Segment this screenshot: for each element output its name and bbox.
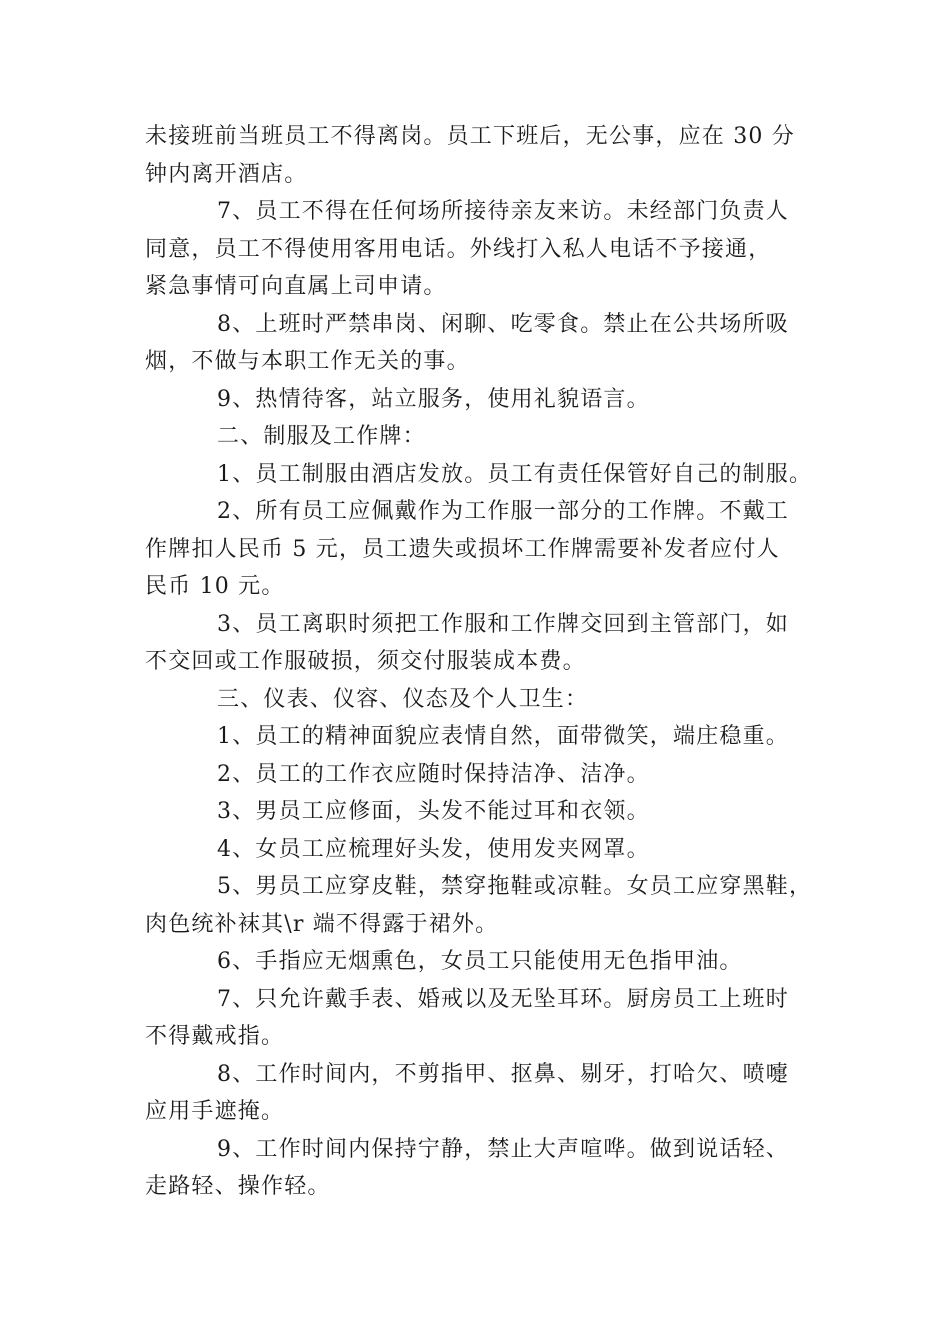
text-line: 2、所有员工应佩戴作为工作服一部分的工作牌。不戴工	[217, 499, 789, 524]
text-line: 烟，不做与本职工作无关的事。	[145, 349, 470, 374]
text-line: 3、男员工应修面，头发不能过耳和衣领。	[217, 799, 650, 824]
text-line: 3、员工离职时须把工作服和工作牌交回到主管部门，如	[217, 611, 789, 637]
section-heading: 三、仪表、仪容、仪态及个人卫生：	[217, 686, 589, 712]
text-line: 走路轻、操作轻。	[145, 1174, 331, 1199]
text-line: 7、员工不得在任何场所接待亲友来访。未经部门负责人	[217, 199, 789, 224]
text-line: 同意，员工不得使用客用电话。外线打入私人电话不予接通，	[145, 236, 772, 262]
text-line: 2、员工的工作衣应随时保持洁净、洁净。	[217, 761, 650, 787]
text-line: 不交回或工作服破损，须交付服装成本费。	[145, 649, 586, 674]
text-line: 1、员工的精神面貌应表情自然，面带微笑，端庄稳重。	[217, 724, 789, 749]
text-line: 7、只允许戴手表、婚戒以及无坠耳环。厨房员工上班时	[217, 986, 789, 1012]
text-line: 8、工作时间内，不剪指甲、抠鼻、剔牙，打哈欠、喷嚏	[217, 1061, 789, 1087]
text-line: 5、男员工应穿皮鞋，禁穿拖鞋或凉鞋。女员工应穿黑鞋，	[217, 874, 813, 899]
text-line: 9、工作时间内保持宁静，禁止大声喧哗。做到说话轻、	[217, 1136, 789, 1162]
section-heading: 二、制服及工作牌：	[217, 424, 426, 449]
text-line: 9、热情待客，站立服务，使用礼貌语言。	[217, 386, 650, 412]
text-line: 民币 10 元。	[145, 574, 285, 599]
text-line: 4、女员工应梳理好头发，使用发夹网罩。	[217, 836, 650, 862]
text-line: 8、上班时严禁串岗、闲聊、吃零食。禁止在公共场所吸	[217, 311, 789, 337]
text-line: 肉色统补袜其\r 端不得露于裙外。	[145, 911, 499, 937]
text-line: 作牌扣人民币 5 元，员工遗失或损坏工作牌需要补发者应付人	[145, 536, 780, 562]
text-line: 未接班前当班员工不得离岗。员工下班后，无公事，应在 30 分	[145, 124, 795, 149]
text-line: 不得戴戒指。	[145, 1024, 285, 1049]
text-line: 1、员工制服由酒店发放。员工有责任保管好自己的制服。	[217, 461, 813, 487]
text-line: 应用手遮掩。	[145, 1099, 285, 1124]
document-body	[145, 118, 815, 1206]
text-line: 紧急事情可向直属上司申请。	[145, 274, 447, 299]
text-line: 钟内离开酒店。	[145, 161, 308, 187]
text-line: 6、手指应无烟熏色，女员工只能使用无色指甲油。	[217, 949, 743, 974]
